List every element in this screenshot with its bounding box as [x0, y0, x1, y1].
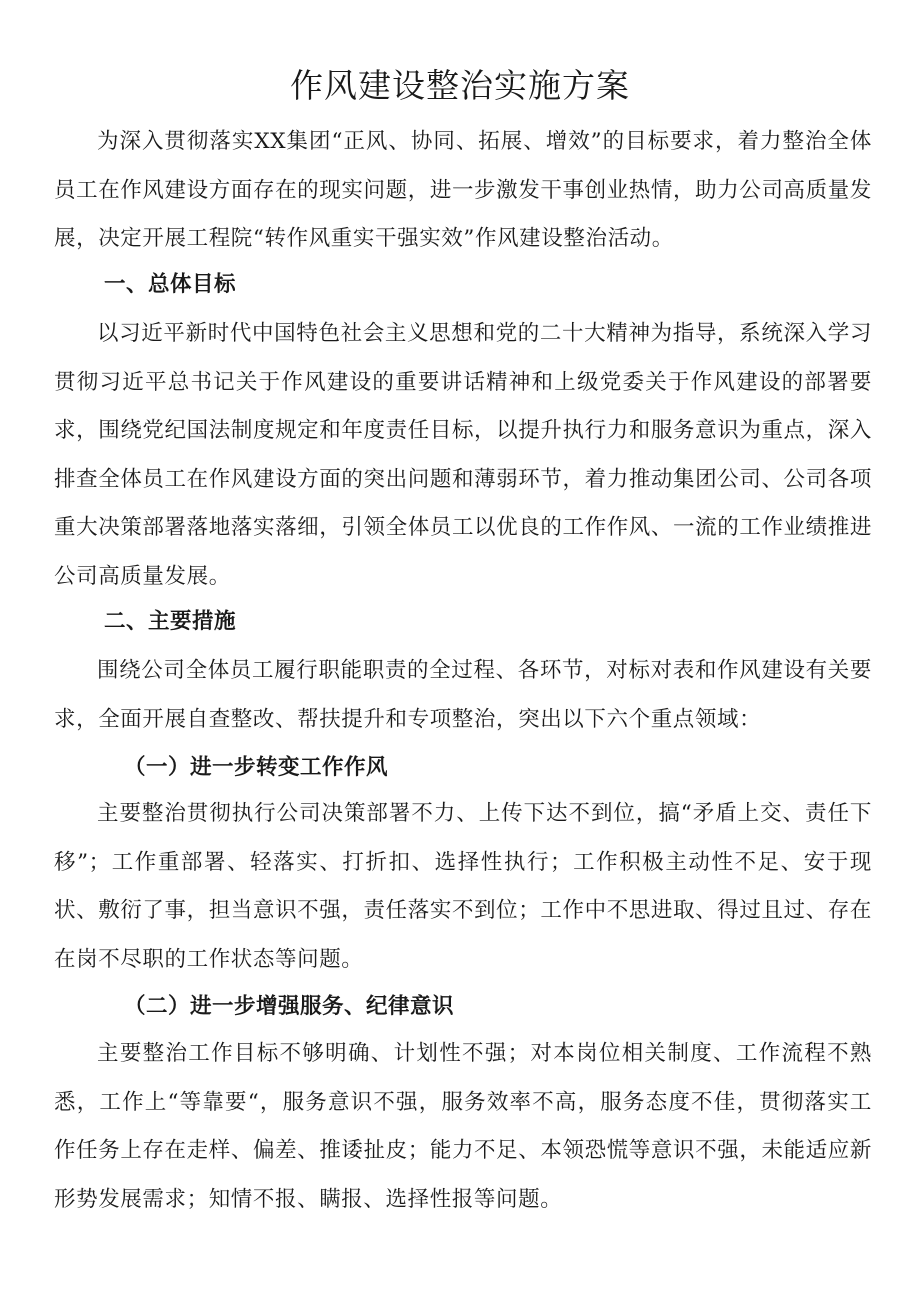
section-heading-overall-goal: 一、总体目标 — [104, 272, 237, 297]
subsection-heading-work-style: （一）进一步转变工作作风 — [124, 755, 389, 780]
subsection-heading-service-discipline: （二）进一步增强服务、纪律意识 — [124, 994, 455, 1019]
document-title: 作风建设整治实施方案 — [290, 66, 630, 105]
section-main-measures-body: 围绕公司全体员工履行职能职责的全过程、各环节，对标对表和作风建设有关要求，全面开展自查整改、帮扶提升和专项整治，突出以下六个重点领域： — [54, 658, 872, 732]
section-heading-main-measures: 二、主要措施 — [104, 609, 237, 634]
section-overall-goal-body: 以习近平新时代中国特色社会主义思想和党的二十大精神为指导，系统深入学习贯彻习近平总书记关于作风建设的重要讲话精神和上级党委关于作风建设的部署要求，围绕党纪国法制度规定和年度责任目标，以提升执行力和服务意识为重点，深入排查全体员工在作风建设方面的突出问题和薄弱环节，着力推动集团公司、公司各项重大决策部署落地落实落细，引领全体员工以优良的工作作风、一流的工作业绩推进公司高质量发展。 — [54, 321, 872, 589]
subsection-work-style-body: 主要整治贯彻执行公司决策部署不力、上传下达不到位，搞“矛盾上交、责任下移”；工作重部署、轻落实、打折扣、选择性执行；工作积极主动性不足、安于现状、敷衍了事，担当意识不强，责任落实不到位；工作中不思进取、得过且过、存在在岗不尽职的工作状态等问题。 — [54, 801, 872, 972]
intro-paragraph: 为深入贯彻落实XX集团“正风、协同、拓展、增效”的目标要求，着力整治全体员工在作风建设方面存在的现实问题，进一步激发干事创业热情，助力公司高质量发展，决定开展工程院“转作风重实干强实效”作风建设整治活动。 — [54, 129, 872, 252]
subsection-service-discipline-body: 主要整治工作目标不够明确、计划性不强；对本岗位相关制度、工作流程不熟悉，工作上“等靠要“，服务意识不强，服务效率不高，服务态度不佳，贯彻落实工作任务上存在走样、偏差、推诿扯皮；能力不足、本领恐慌等意识不强，未能适应新形势发展需求；知情不报、瞒报、选择性报等问题。 — [54, 1041, 872, 1212]
